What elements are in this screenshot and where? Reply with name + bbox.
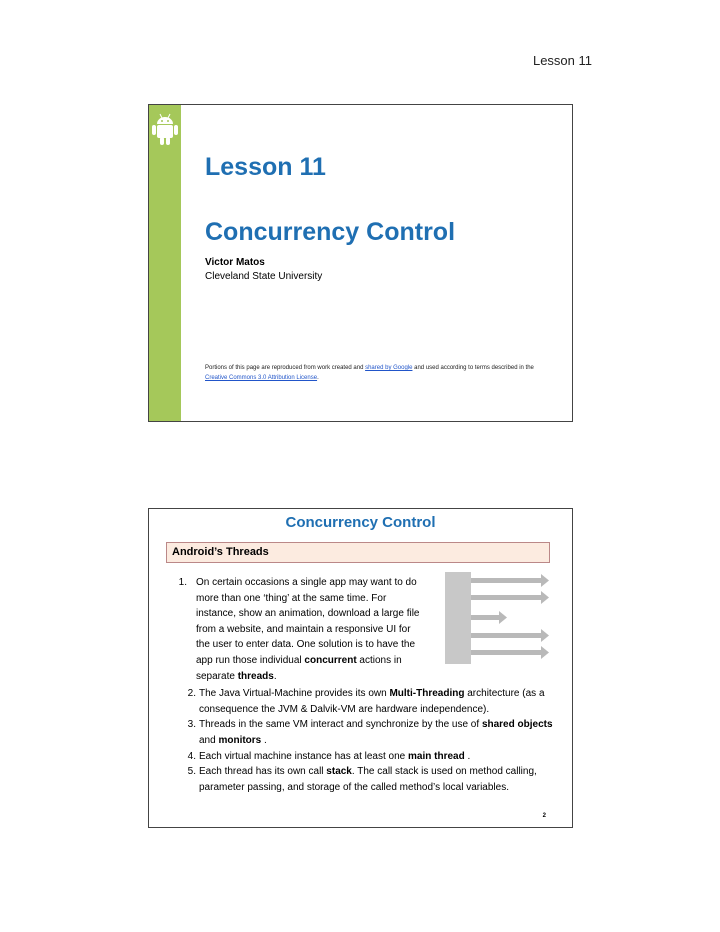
emphasis-text: shared objects bbox=[481, 719, 553, 731]
emphasis-text: concurrent bbox=[304, 654, 357, 666]
shared-by-google-link[interactable]: shared by Google bbox=[365, 365, 413, 371]
list-item-text: The Java Virtual-Machine provides its own bbox=[199, 688, 390, 700]
list-item-text: Threads in the same VM interact and synchronize by the use of bbox=[199, 719, 482, 731]
list-item bbox=[166, 575, 426, 684]
list-item-text: . bbox=[464, 750, 471, 762]
list-item-text: . bbox=[261, 734, 267, 746]
list-item bbox=[166, 764, 556, 795]
list-item bbox=[166, 717, 556, 748]
emphasis-text: main thread bbox=[408, 750, 465, 762]
list-item-text: Each thread has its own call bbox=[199, 766, 327, 778]
list-item bbox=[166, 686, 556, 717]
emphasis-text: Multi-Threading bbox=[389, 688, 465, 700]
android-robot-icon bbox=[151, 111, 179, 147]
slide-sidebar bbox=[149, 105, 181, 421]
author-affiliation: Cleveland State University bbox=[205, 271, 323, 282]
list-item-number: 2. bbox=[187, 688, 196, 700]
page-header-label: Lesson 11 bbox=[532, 53, 592, 68]
numbered-list bbox=[166, 575, 556, 795]
list-item-number: 4. bbox=[187, 750, 196, 762]
list-item-text: . The call stack is used on method calling, parameter passing, and storage of the called method’s local variables. bbox=[199, 766, 537, 793]
section-header: Android’s Threads bbox=[166, 542, 550, 563]
slide-title-topic: Concurrency Control bbox=[205, 218, 456, 246]
list-item-text: actions in separate bbox=[196, 654, 402, 682]
notice-text-1: Portions of this page are reproduced from work created and bbox=[205, 365, 366, 371]
license-notice bbox=[205, 363, 545, 383]
page-number: 2 bbox=[542, 813, 546, 819]
content-slide bbox=[148, 508, 573, 828]
emphasis-text: stack bbox=[326, 766, 352, 778]
notice-text-3: . bbox=[317, 375, 319, 381]
emphasis-text: monitors bbox=[218, 734, 262, 746]
slide-title: Concurrency Control bbox=[285, 514, 436, 531]
list-item-text: On certain occasions a single app may want to do more than one ‘thing’ at the same time. For instance, show an animation, download a large file from a website, and maintain a responsive UI for the user to enter data. One solution is to have the app run those individual bbox=[196, 577, 420, 666]
list-item-number: 5. bbox=[187, 766, 196, 778]
list-item-text: Each virtual machine instance has at least one bbox=[199, 750, 409, 762]
list-item bbox=[166, 749, 556, 765]
list-item-text: architecture (as a consequence the JVM & Dalvik-VM are hardware independence). bbox=[199, 688, 545, 715]
slide-title-lesson: Lesson 11 bbox=[205, 153, 326, 181]
title-slide bbox=[148, 104, 573, 422]
list-item-text: . bbox=[273, 670, 277, 682]
author-name: Victor Matos bbox=[205, 257, 265, 268]
list-item-text: and bbox=[199, 734, 219, 746]
emphasis-text: threads bbox=[237, 670, 274, 682]
list-item-number: 1. bbox=[178, 577, 187, 588]
list-item-number: 3. bbox=[187, 719, 196, 731]
creative-commons-link[interactable]: Creative Commons 3.0 Attribution License bbox=[205, 375, 318, 381]
notice-text-2: and used according to terms described in the bbox=[412, 365, 534, 371]
